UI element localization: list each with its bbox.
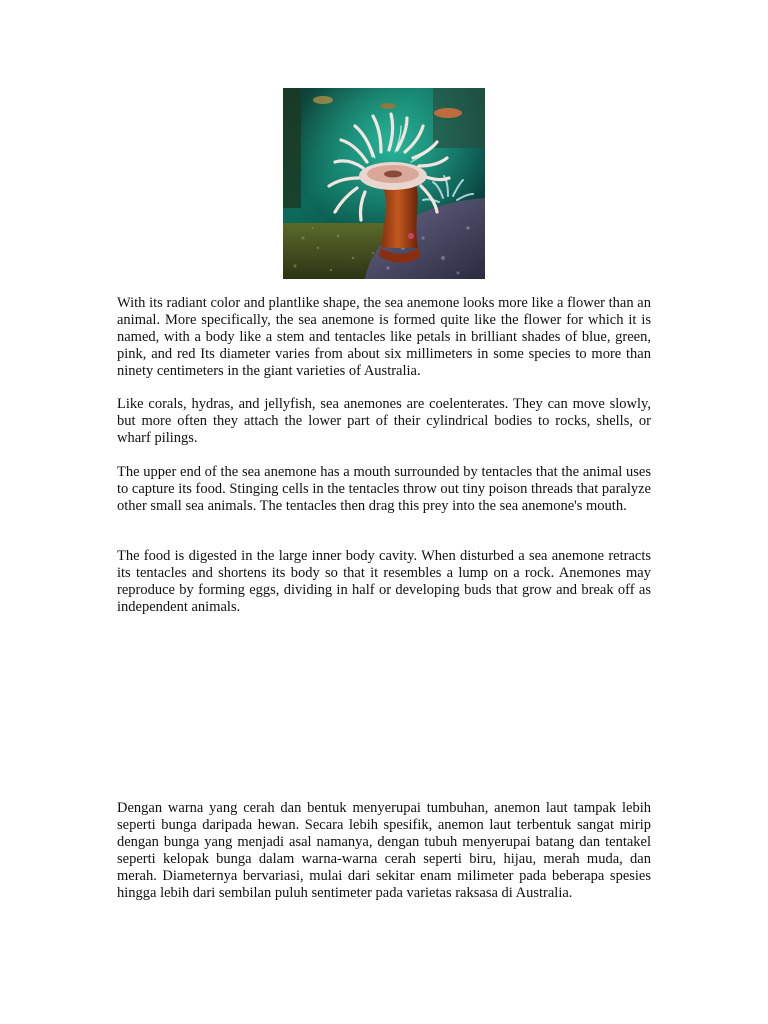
paragraph-4: The food is digested in the large inner body cavity. When disturbed a sea anemone retracts its tentacles and shortens its body so that it resembles a lump on a rock. Anemones may reproduce by forming eggs, dividing in half or developing buds that grow and break off as independent animals. (117, 548, 651, 615)
paragraph-5-translation: Dengan warna yang cerah dan bentuk menyerupai tumbuhan, anemon laut tampak lebih seperti bunga daripada hewan. Secara lebih spesifik, anemon laut terbentuk sangat mirip dengan bunga yang menjadi asal namanya, dengan tubuh menyerupai batang dan tentakel seperti kelopak bunga dalam warna-warna cerah seperti biru, hijau, merah muda, dan merah. Diameternya bervariasi, mulai dari sekitar enam milimeter pada beberapa spesies hingga lebih dari sembilan puluh sentimeter pada varietas raksasa di Australia. (117, 800, 651, 901)
paragraph-3: The upper end of the sea anemone has a mouth surrounded by tentacles that the animal uses to capture its food. Stinging cells in the tentacles throw out tiny poison threads that paralyze other small sea animals. The tentacles then drag this prey into the sea anemone's mouth. (117, 464, 651, 514)
paragraph-1: With its radiant color and plantlike shape, the sea anemone looks more like a flower than an animal. More specifically, the sea anemone is formed quite like the flower for which it is named, with a body like a stem and tentacles like petals in brilliant shades of blue, green, pink, and red Its diameter varies from about six millimeters in some species to more than ninety centimeters in the giant varieties of Australia. (117, 295, 651, 379)
paragraph-2: Like corals, hydras, and jellyfish, sea anemones are coelenterates. They can move slowly, but more often they attach the lower part of their cylindrical bodies to rocks, shells, or wharf pilings. (117, 396, 651, 446)
sea-anemone-photo (283, 88, 485, 279)
